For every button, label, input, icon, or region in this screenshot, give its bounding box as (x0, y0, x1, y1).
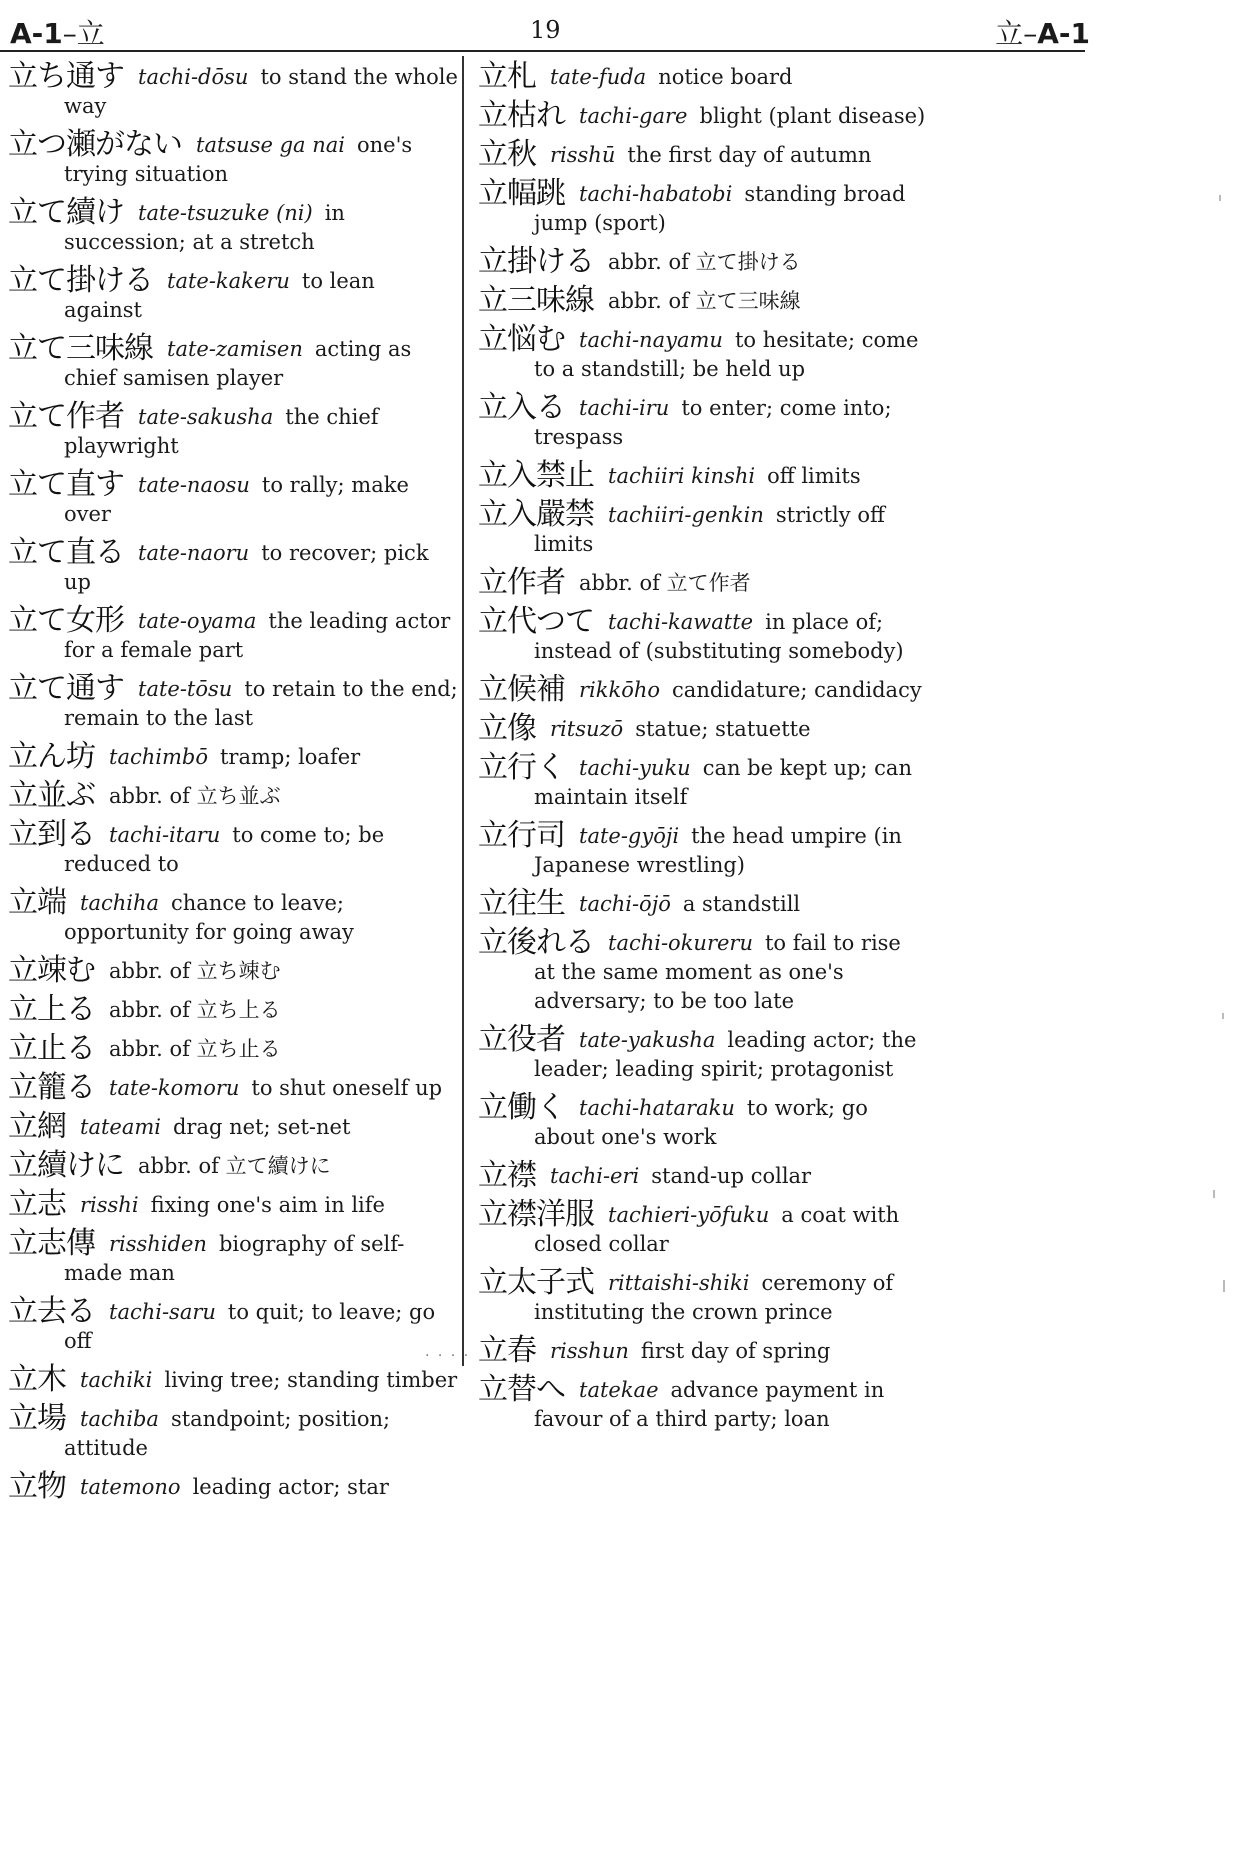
entry-headword: 立三味線 (478, 283, 594, 318)
entry-reading: tate-kakeru (167, 269, 290, 293)
entry-headword: 立て掛ける (8, 263, 153, 298)
entry-definition: abbr. of 立ち竦む (109, 959, 281, 983)
entry-definition: to shut oneself up (251, 1076, 443, 1100)
entry-definition: stand-up collar (651, 1164, 812, 1188)
entry-definition: abbr. of 立て續けに (138, 1154, 331, 1178)
dictionary-entry (8, 399, 458, 461)
scan-mark (1222, 1013, 1224, 1019)
entry-reading: tachiba (80, 1407, 159, 1431)
entry-definition: abbr. of 立ち止る (109, 1037, 281, 1061)
entry-reading: tachi-okureru (608, 931, 753, 955)
dictionary-entry (8, 1031, 458, 1066)
entry-reading: tachiiri-genkin (608, 503, 764, 527)
entry-definition: to hesitate; come to a standstill; be held up (534, 328, 919, 381)
dictionary-entry (478, 390, 926, 452)
entry-definition: a standstill (682, 892, 801, 916)
dictionary-entry (478, 1022, 926, 1084)
dictionary-entry (8, 1226, 458, 1288)
entry-headword: 立志傳 (8, 1226, 95, 1261)
entry-headword: 立入嚴禁 (478, 497, 594, 532)
entry-headword: 立ん坊 (8, 739, 95, 774)
entry-reading: tate-sakusha (138, 405, 274, 429)
entry-headword: 立行く (478, 750, 565, 785)
entry-definition: biography of self-made man (64, 1232, 405, 1285)
dictionary-entry (8, 885, 458, 947)
dictionary-entry (8, 778, 458, 813)
scan-mark (1223, 1280, 1225, 1292)
entry-reading: rittaishi-shiki (608, 1271, 750, 1295)
entry-definition: one's trying situation (64, 133, 413, 186)
entry-headword: 立て三味線 (8, 331, 153, 366)
dictionary-entry (478, 750, 926, 812)
entry-definition: to lean against (64, 269, 375, 322)
dictionary-entry (478, 497, 926, 559)
dictionary-entry (8, 739, 458, 774)
entry-reading: tachi-yuku (579, 756, 691, 780)
entry-headword: 立物 (8, 1469, 66, 1504)
entry-reading: tate-fuda (550, 65, 647, 89)
entry-headword: 立候補 (478, 672, 565, 707)
entry-definition: statue; statuette (635, 717, 811, 741)
entry-reading: tate-komoru (109, 1076, 240, 1100)
entry-reading: risshun (550, 1339, 629, 1363)
entry-reading: tateami (80, 1115, 161, 1139)
dictionary-entry (8, 1070, 458, 1105)
entry-reading: tachiki (80, 1368, 153, 1392)
entry-reading: tachiiri kinshi (608, 464, 756, 488)
dictionary-entry (8, 603, 458, 665)
dictionary-entry (478, 604, 926, 666)
entry-headword: 立代つて (478, 604, 594, 639)
dictionary-entry (478, 711, 926, 746)
dictionary-entry (8, 1187, 458, 1222)
entry-reading: tatekae (579, 1378, 659, 1402)
entry-reading: tate-oyama (138, 609, 257, 633)
entry-headword: 立春 (478, 1333, 536, 1368)
entry-reading: tachiha (80, 891, 160, 915)
entry-definition: to come to; be reduced to (64, 823, 385, 876)
entry-definition: tramp; loafer (219, 745, 361, 769)
entry-headword: 立場 (8, 1401, 66, 1436)
column-divider (462, 56, 464, 1366)
entry-definition: to fail to rise at the same moment as one's adversary; to be too late (534, 931, 901, 1013)
entry-reading: tate-tsuzuke (ni) (138, 201, 313, 225)
entry-definition: blight (plant disease) (699, 104, 926, 128)
entry-headword: 立木 (8, 1362, 66, 1397)
entry-reading: ritsuzō (550, 717, 624, 741)
entry-reading: tate-gyōji (579, 824, 680, 848)
dictionary-entry (8, 59, 458, 121)
entry-headword: 立襟 (478, 1158, 536, 1193)
entry-definition: to enter; come into; trespass (534, 396, 892, 449)
entry-headword: 立止る (8, 1031, 95, 1066)
dictionary-entry (8, 195, 458, 257)
entry-reading: tatemono (80, 1475, 181, 1499)
entry-definition: standpoint; position; attitude (64, 1407, 391, 1460)
entry-definition: drag net; set-net (172, 1115, 351, 1139)
entry-definition: first day of spring (640, 1339, 831, 1363)
entry-headword: 立並ぶ (8, 778, 95, 813)
entry-headword: 立て直る (8, 535, 124, 570)
entry-definition: to retain to the end; remain to the last (64, 677, 458, 730)
header-left-code: A-1 (10, 17, 63, 50)
entry-definition: leading actor; star (192, 1475, 389, 1499)
entry-definition: ceremony of instituting the crown prince (534, 1271, 894, 1324)
dictionary-entry (8, 1148, 458, 1183)
entry-headword: 立去る (8, 1294, 95, 1329)
header-rule (0, 50, 1085, 52)
header-left-guide (10, 12, 105, 52)
entry-headword: 立替へ (478, 1372, 565, 1407)
entry-headword: 立行司 (478, 818, 565, 853)
entry-definition: to rally; make over (64, 473, 409, 526)
entry-headword: 立て通す (8, 671, 124, 706)
entry-definition: the chief playwright (64, 405, 379, 458)
entry-definition: fixing one's aim in life (150, 1193, 385, 1217)
entry-headword: 立像 (478, 711, 536, 746)
entry-definition: abbr. of 立て三味線 (608, 289, 801, 313)
header-right-guide (995, 12, 1090, 52)
entry-reading: tate-zamisen (167, 337, 303, 361)
header-left-kanji: 立 (76, 17, 105, 50)
entry-reading: risshū (550, 143, 616, 167)
dictionary-entry (478, 565, 926, 600)
entry-headword: 立て女形 (8, 603, 124, 638)
entry-reading: tachieri-yōfuku (608, 1203, 770, 1227)
entry-reading: rikkōho (579, 678, 661, 702)
entry-definition: a coat with closed collar (534, 1203, 900, 1256)
entry-headword: 立作者 (478, 565, 565, 600)
left-column (8, 59, 458, 1511)
dictionary-entry (478, 672, 926, 707)
dictionary-entry (8, 953, 458, 988)
entry-definition: to work; go about one's work (534, 1096, 868, 1149)
entry-definition: the first day of autumn (627, 143, 872, 167)
dictionary-entry (478, 59, 926, 94)
entry-headword: 立襟洋服 (478, 1197, 594, 1232)
right-column (478, 59, 926, 1443)
dictionary-entry (478, 1333, 926, 1368)
page-number: 19 (530, 16, 561, 44)
dictionary-entry (478, 1158, 926, 1193)
dictionary-entry (478, 98, 926, 133)
entry-reading: tachi-hataraku (579, 1096, 735, 1120)
entry-definition: abbr. of 立て掛ける (608, 250, 801, 274)
scan-mark (1213, 1190, 1215, 1198)
dictionary-entry (8, 467, 458, 529)
entry-headword: 立役者 (478, 1022, 565, 1057)
entry-headword: 立往生 (478, 886, 565, 921)
entry-definition: the leading actor for a female part (64, 609, 451, 662)
entry-reading: tate-naosu (138, 473, 250, 497)
entry-headword: 立枯れ (478, 98, 565, 133)
entry-definition: living tree; standing timber (164, 1368, 458, 1392)
entry-headword: 立悩む (478, 322, 565, 357)
entry-headword: 立上る (8, 992, 95, 1027)
entry-headword: 立端 (8, 885, 66, 920)
dictionary-entry (8, 1401, 458, 1463)
entry-headword: 立札 (478, 59, 536, 94)
entry-reading: tachi-iru (579, 396, 670, 420)
entry-headword: 立入る (478, 390, 565, 425)
dictionary-entry (8, 1109, 458, 1144)
dictionary-entry (8, 671, 458, 733)
entry-reading: tachi-ōjō (579, 892, 671, 916)
entry-reading: tate-yakusha (579, 1028, 716, 1052)
dictionary-entry (8, 127, 458, 189)
entry-definition: advance payment in favour of a third party; loan (534, 1378, 885, 1431)
entry-reading: tachi-eri (550, 1164, 640, 1188)
entry-reading: risshiden (109, 1232, 207, 1256)
dictionary-entry (8, 1294, 458, 1356)
entry-headword: 立竦む (8, 953, 95, 988)
dictionary-entry (8, 992, 458, 1027)
entry-definition: acting as chief samisen player (64, 337, 412, 390)
entry-headword: 立て作者 (8, 399, 124, 434)
entry-definition: abbr. of 立ち上る (109, 998, 281, 1022)
entry-reading: tachi-habatobi (579, 182, 733, 206)
entry-definition: strictly off limits (534, 503, 885, 556)
entry-definition: to stand the whole way (64, 65, 458, 118)
entry-definition: abbr. of 立ち並ぶ (109, 784, 281, 808)
entry-definition: in succession; at a stretch (64, 201, 345, 254)
entry-reading: tachi-itaru (109, 823, 221, 847)
entry-reading: tachimbō (109, 745, 208, 769)
entry-headword: 立つ瀬がない (8, 127, 182, 162)
entry-reading: tate-naoru (138, 541, 250, 565)
dictionary-entry (478, 176, 926, 238)
header-right-separator: – (1023, 17, 1038, 50)
entry-definition: candidature; candidacy (672, 678, 922, 702)
running-header (10, 10, 1090, 50)
entry-reading: tachi-gare (579, 104, 688, 128)
entry-headword: 立て續け (8, 195, 124, 230)
scan-mark (1219, 195, 1221, 201)
entry-reading: tachi-nayamu (579, 328, 723, 352)
entry-reading: tachi-saru (109, 1300, 216, 1324)
entry-headword: 立幅跳 (478, 176, 565, 211)
column-end-dots: · · · · (425, 1348, 471, 1364)
entry-reading: tate-tōsu (138, 677, 233, 701)
entry-definition: notice board (658, 65, 793, 89)
entry-definition: standing broad jump (sport) (534, 182, 906, 235)
dictionary-entry (8, 817, 458, 879)
entry-reading: risshi (80, 1193, 139, 1217)
dictionary-entry (8, 331, 458, 393)
dictionary-entry (478, 886, 926, 921)
dictionary-entry (478, 1265, 926, 1327)
entry-headword: 立秋 (478, 137, 536, 172)
entry-reading: tatsuse ga nai (196, 133, 345, 157)
entry-definition: off limits (767, 464, 861, 488)
entry-headword: 立ち通す (8, 59, 124, 94)
dictionary-entry (478, 137, 926, 172)
dictionary-entry (8, 535, 458, 597)
dictionary-entry (478, 1090, 926, 1152)
header-right-code: A-1 (1037, 17, 1090, 50)
dictionary-entry (478, 1197, 926, 1259)
entry-definition: in place of; instead of (substituting somebody) (534, 610, 904, 663)
dictionary-entry (478, 244, 926, 279)
entry-headword: 立續けに (8, 1148, 124, 1183)
entry-definition: to quit; to leave; go off (64, 1300, 436, 1353)
entry-reading: tachi-dōsu (138, 65, 249, 89)
dictionary-entry (478, 283, 926, 318)
entry-headword: 立働く (478, 1090, 565, 1125)
dictionary-entry (478, 925, 926, 1016)
dictionary-entry (478, 818, 926, 880)
dictionary-entry (478, 458, 926, 493)
entry-definition: chance to leave; opportunity for going away (64, 891, 354, 944)
dictionary-entry (8, 1469, 458, 1504)
dictionary-entry (478, 322, 926, 384)
entry-definition: abbr. of 立て作者 (579, 571, 751, 595)
dictionary-entry (478, 1372, 926, 1434)
entry-headword: 立到る (8, 817, 95, 852)
entry-definition: the head umpire (in Japanese wrestling) (534, 824, 902, 877)
entry-definition: to recover; pick up (64, 541, 429, 594)
entry-headword: 立掛ける (478, 244, 594, 279)
dictionary-entry (8, 263, 458, 325)
entry-headword: 立て直す (8, 467, 124, 502)
header-left-separator: – (62, 17, 77, 50)
entry-headword: 立入禁止 (478, 458, 594, 493)
entry-definition: can be kept up; can maintain itself (534, 756, 912, 809)
entry-headword: 立後れる (478, 925, 594, 960)
entry-headword: 立網 (8, 1109, 66, 1144)
entry-reading: tachi-kawatte (608, 610, 754, 634)
dictionary-entry (8, 1362, 458, 1397)
entry-headword: 立志 (8, 1187, 66, 1222)
header-right-kanji: 立 (995, 17, 1024, 50)
entry-headword: 立太子式 (478, 1265, 594, 1300)
entry-headword: 立籠る (8, 1070, 95, 1105)
entry-definition: leading actor; the leader; leading spirit; protagonist (534, 1028, 917, 1081)
